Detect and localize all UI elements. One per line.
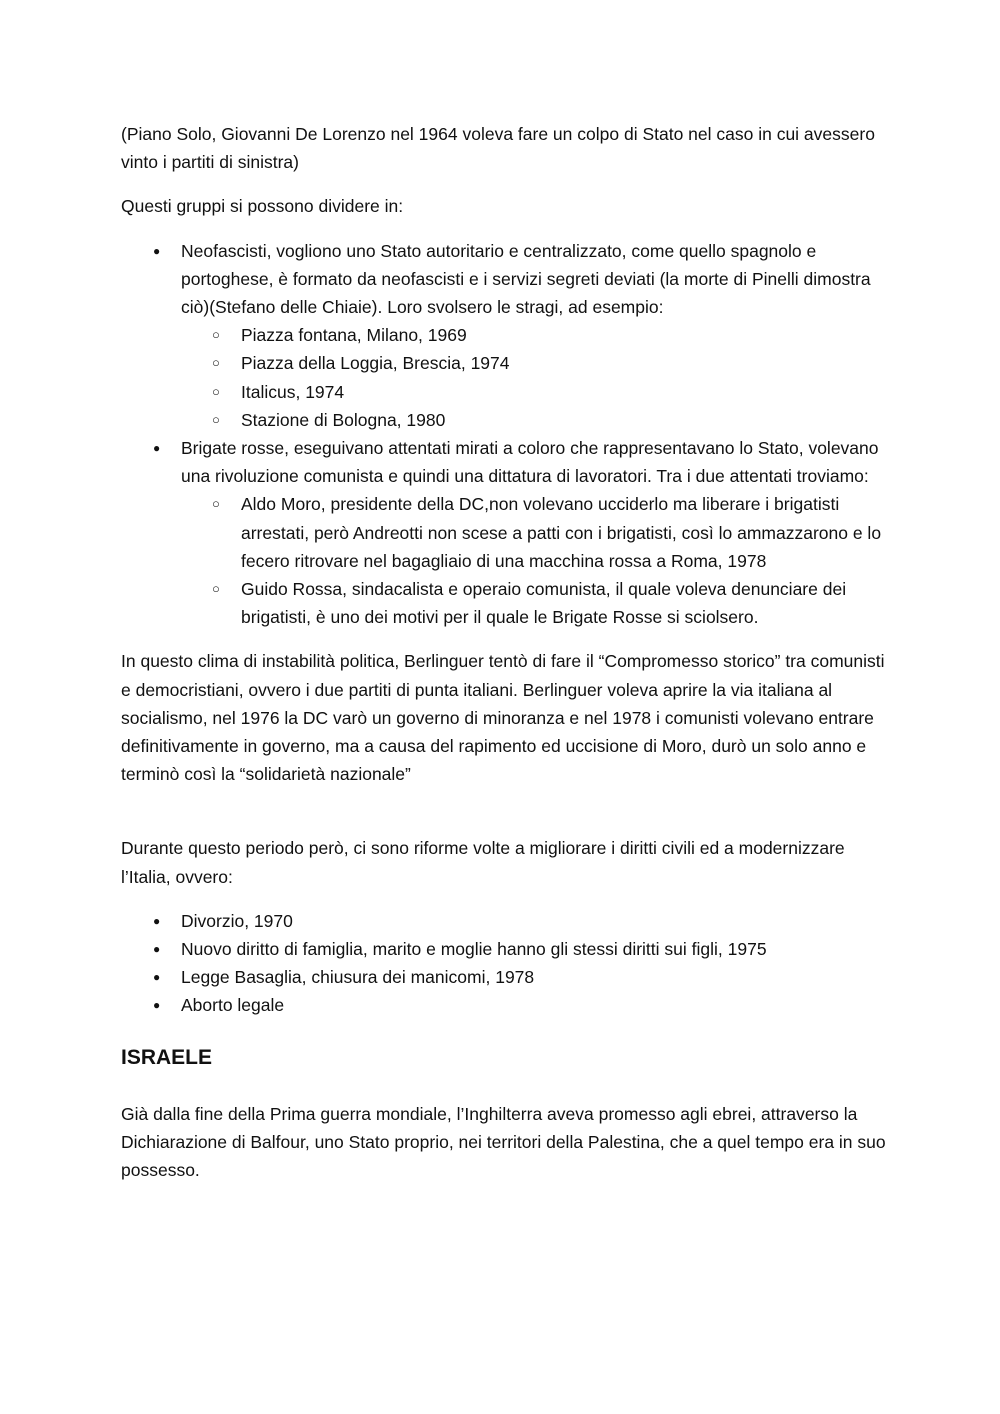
list-item-text: Aborto legale — [181, 995, 285, 1016]
bullet-icon: ● — [153, 998, 161, 1013]
circle-bullet-icon: ○ — [212, 383, 220, 399]
sub-list-item-text: Italicus, 1974 — [241, 381, 345, 402]
groups-intro-paragraph: Questi gruppi si possono dividere in: — [121, 196, 404, 217]
list-item-neofascisti — [121, 237, 891, 434]
sub-list-item — [181, 349, 891, 377]
circle-bullet-icon: ○ — [212, 411, 220, 427]
sub-list-item — [181, 378, 891, 406]
list-item-text: Brigate rosse, eseguivano attentati mirati a coloro che rappresentavano lo Stato, volevano una rivoluzione comunista e quindi una dittatura di lavoratori. Tra i due attentati troviamo: — [181, 438, 879, 487]
list-item-text: Neofascisti, vogliono uno Stato autoritario e centralizzato, come quello spagnolo e portoghese, è formato da neofascisti e i servizi segreti deviati (la morte di Pinelli dimostra ciò)(Stefano delle Chiaie). Loro svolsero le stragi, ad esempio: — [181, 240, 871, 318]
list-item-text: Legge Basaglia, chiusura dei manicomi, 1978 — [181, 967, 535, 988]
bullet-icon: ● — [153, 243, 161, 258]
list-item — [121, 991, 891, 1019]
document-page — [121, 120, 891, 1184]
list-item-brigate-rosse — [121, 434, 891, 631]
sub-list-item-text: Stazione di Bologna, 1980 — [241, 409, 446, 430]
bullet-icon: ● — [153, 913, 161, 928]
sub-list-item-text: Aldo Moro, presidente della DC,non volevano ucciderlo ma liberare i brigatisti arrestati, però Andreotti non scese a patti con i brigatisti, così lo ammazzarono e lo fecero ritrovare nel bagagliaio di una macchina rossa a Roma, 1978 — [241, 494, 882, 571]
circle-bullet-icon: ○ — [212, 496, 220, 512]
sub-list-item-text: Guido Rossa, sindacalista e operaio comunista, il quale voleva denunciare dei brigatisti, è uno dei motivi per il quale le Brigate Rosse si sciolsero. — [241, 579, 847, 628]
compromesso-paragraph: In questo clima di instabilità politica, Berlinguer tentò di fare il “Compromesso storico” tra comunisti e democristiani, ovvero i due partiti di punta italiani. Berlinguer voleva aprire la via italiana al socialismo, nel 1976 la DC varò un governo di minoranza e nel 1978 i comunisti volevano entrare definitivamente in governo, ma a causa del rapimento ed uccisione di Moro, durò un solo anno e terminò così la “solidarietà nazionale” — [121, 651, 885, 785]
sub-list-item-text: Piazza della Loggia, Brescia, 1974 — [241, 353, 510, 374]
circle-bullet-icon: ○ — [212, 581, 220, 597]
circle-bullet-icon: ○ — [212, 355, 220, 371]
bullet-icon: ● — [153, 942, 161, 957]
sub-list-item — [181, 321, 891, 349]
riforme-list — [121, 907, 891, 1020]
stragi-list — [181, 321, 891, 434]
circle-bullet-icon: ○ — [212, 327, 220, 343]
spacer — [121, 788, 891, 834]
list-item-text: Nuovo diritto di famiglia, marito e moglie hanno gli stessi diritti sui figli, 1975 — [181, 939, 767, 960]
intro-paragraph: (Piano Solo, Giovanni De Lorenzo nel 1964 voleva fare un colpo di Stato nel caso in cui avessero vinto i partiti di sinistra) — [121, 124, 875, 173]
list-item — [121, 963, 891, 991]
list-item — [121, 935, 891, 963]
sub-list-item-text: Piazza fontana, Milano, 1969 — [241, 325, 467, 346]
section-heading-israele: ISRAELE — [121, 1045, 213, 1069]
groups-list — [121, 237, 891, 632]
riforme-intro-paragraph: Durante questo periodo però, ci sono riforme volte a migliorare i diritti civili ed a modernizzare l’Italia, ovvero: — [121, 838, 845, 887]
israele-paragraph: Già dalla fine della Prima guerra mondiale, l’Inghilterra aveva promesso agli ebrei, attraverso la Dichiarazione di Balfour, uno Stato proprio, nei territori della Palestina, che a quel tempo era in suo possesso. — [121, 1103, 886, 1181]
sub-list-item — [181, 406, 891, 434]
sub-list-item — [181, 490, 891, 575]
bullet-icon: ● — [153, 970, 161, 985]
attentati-list — [181, 490, 891, 631]
list-item — [121, 907, 891, 935]
list-item-text: Divorzio, 1970 — [181, 910, 293, 931]
bullet-icon: ● — [153, 441, 161, 456]
sub-list-item — [181, 575, 891, 631]
